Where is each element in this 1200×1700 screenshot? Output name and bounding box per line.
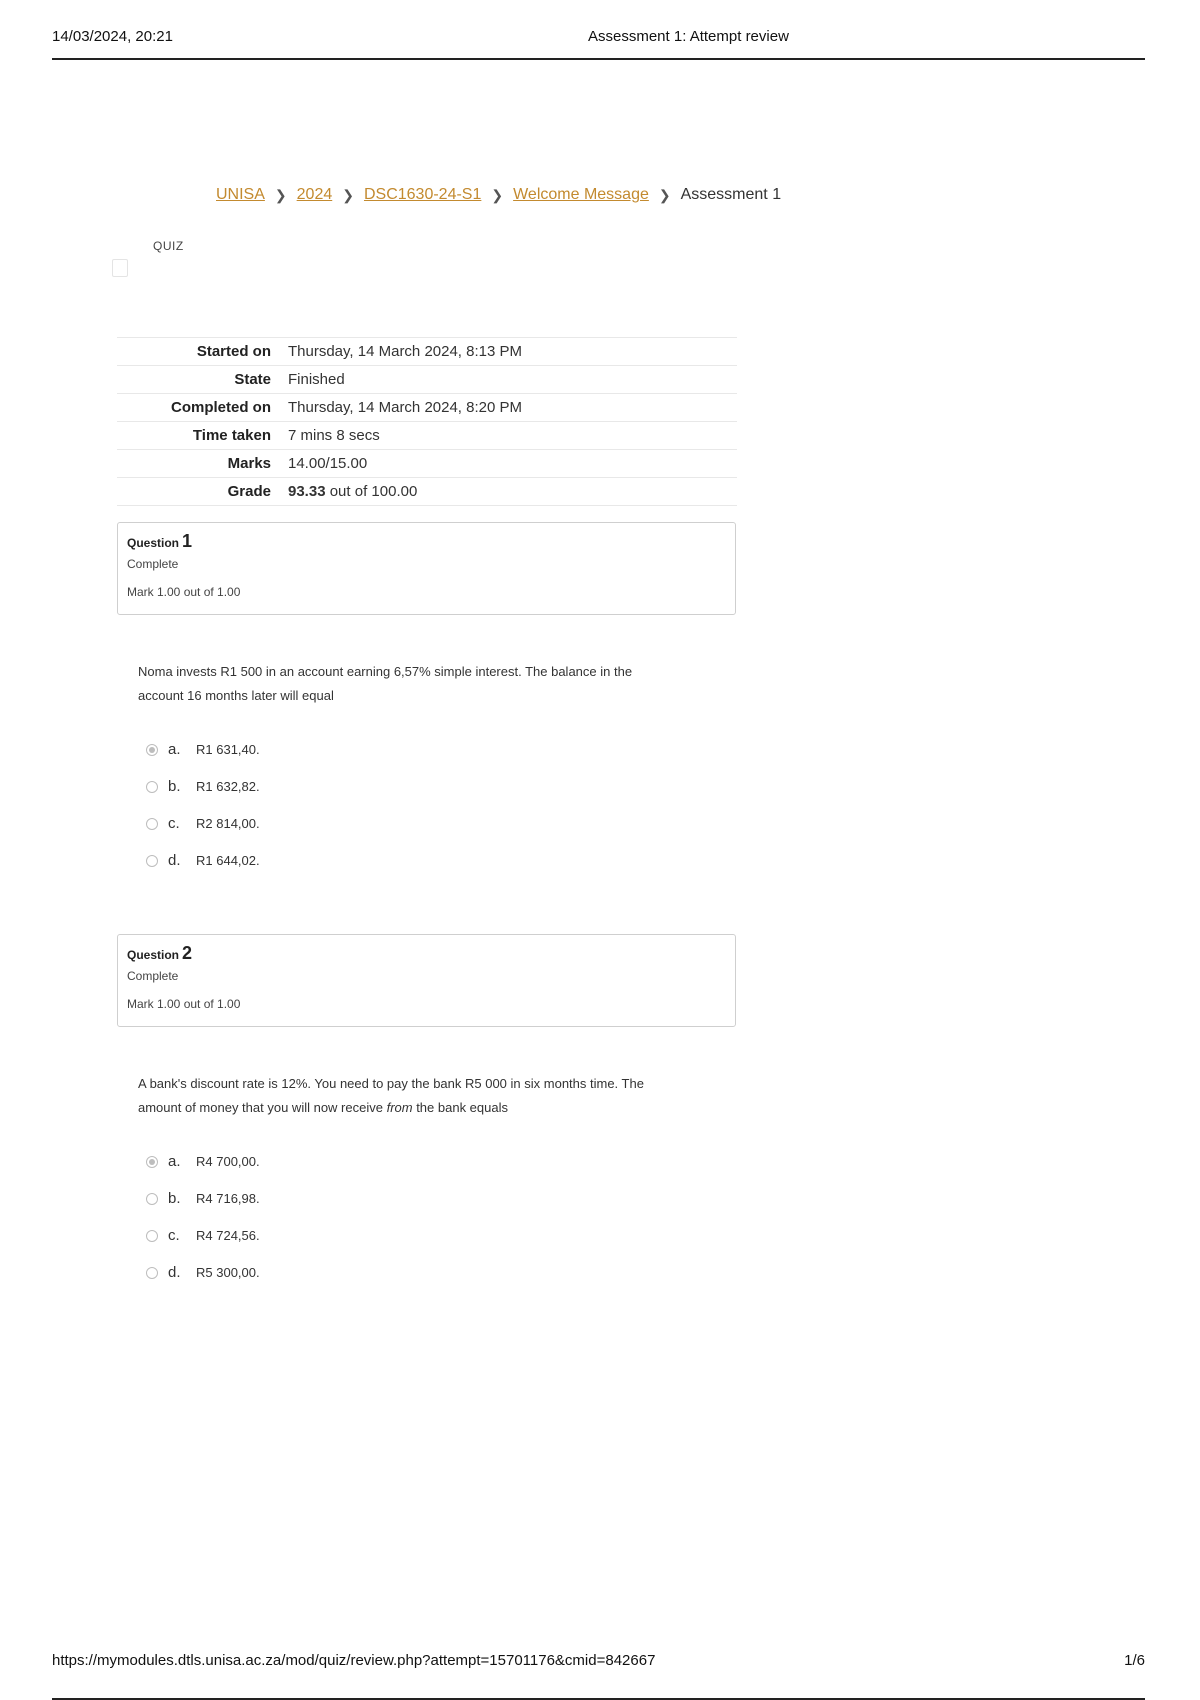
answer-letter: b. <box>168 778 181 795</box>
question-text-line: A bank's discount rate is 12%. You need to pay the bank R5 000 in six months time. The <box>138 1076 644 1091</box>
print-title: Assessment 1: Attempt review <box>588 28 789 45</box>
breadcrumb-link-year[interactable]: 2024 <box>296 186 333 203</box>
radio-selected-icon[interactable] <box>146 1156 158 1168</box>
print-url: https://mymodules.dtls.unisa.ac.za/mod/quiz/review.php?attempt=15701176&cmid=842667 <box>52 1652 656 1669</box>
question-number-value: 1 <box>182 531 193 551</box>
grade-score: 93.33 <box>288 483 326 500</box>
answer-text: R1 631,40. <box>196 742 260 757</box>
chevron-right-icon: ❯ <box>342 186 354 203</box>
answer-option[interactable] <box>146 1143 546 1180</box>
answer-letter: b. <box>168 1190 181 1207</box>
question-label: Question <box>127 948 180 962</box>
question-text-segment: the bank equals <box>412 1100 508 1115</box>
breadcrumb-link-module[interactable]: DSC1630-24-S1 <box>363 186 482 203</box>
answer-text: R4 700,00. <box>196 1154 260 1169</box>
summary-label: Completed on <box>171 399 271 416</box>
radio-icon[interactable] <box>146 781 158 793</box>
quiz-icon <box>112 259 128 277</box>
summary-row-time-taken <box>117 422 737 450</box>
summary-label: State <box>234 371 271 388</box>
chevron-right-icon: ❯ <box>274 186 287 203</box>
summary-label: Started on <box>196 343 271 360</box>
answer-option[interactable] <box>146 731 546 768</box>
question-text-line: account 16 months later will equal <box>138 688 334 703</box>
question-text-emphasis: from <box>386 1100 413 1115</box>
summary-row-completed <box>117 394 737 422</box>
summary-value: 7 mins 8 secs <box>288 427 380 444</box>
answer-option[interactable] <box>146 1180 546 1217</box>
question-text <box>138 1072 698 1120</box>
question-info-box <box>117 934 736 1027</box>
grade-suffix: out of 100.00 <box>325 483 418 500</box>
question-number-value: 2 <box>182 943 193 963</box>
print-date: 14/03/2024, 20:21 <box>52 28 173 45</box>
summary-label: Grade <box>227 483 271 500</box>
answer-letter: d. <box>168 1264 181 1281</box>
answer-text: R2 814,00. <box>196 816 260 831</box>
radio-icon[interactable] <box>146 1193 158 1205</box>
question-number <box>127 531 726 552</box>
answer-letter: c. <box>168 815 180 832</box>
attempt-summary-table <box>117 337 737 506</box>
question-label: Question <box>127 536 180 550</box>
breadcrumb <box>216 186 781 204</box>
question-text-segment: amount of money that you will now receive <box>138 1100 387 1115</box>
radio-icon[interactable] <box>146 1230 158 1242</box>
summary-row-state <box>117 366 737 394</box>
question-grade: Mark 1.00 out of 1.00 <box>127 997 241 1011</box>
answer-list <box>146 731 546 879</box>
answer-letter: c. <box>168 1227 180 1244</box>
answer-text: R4 716,98. <box>196 1191 260 1206</box>
question-grade: Mark 1.00 out of 1.00 <box>127 585 241 599</box>
radio-icon[interactable] <box>146 1267 158 1279</box>
answer-option[interactable] <box>146 1254 546 1291</box>
summary-value: Finished <box>288 371 345 388</box>
summary-label: Marks <box>227 455 271 472</box>
summary-value: Thursday, 14 March 2024, 8:20 PM <box>288 399 523 416</box>
answer-option[interactable] <box>146 805 546 842</box>
question-number <box>127 943 726 964</box>
question-text-line <box>138 1096 698 1120</box>
answer-list <box>146 1143 546 1291</box>
answer-letter: a. <box>168 1153 181 1170</box>
print-header <box>52 28 1145 60</box>
print-page-number: 1/6 <box>1124 1652 1145 1669</box>
answer-text: R5 300,00. <box>196 1265 260 1280</box>
radio-selected-icon[interactable] <box>146 744 158 756</box>
summary-row-grade <box>117 478 737 506</box>
summary-row-started <box>117 338 737 366</box>
answer-text: R1 644,02. <box>196 853 260 868</box>
breadcrumb-link-welcome[interactable]: Welcome Message <box>513 186 649 203</box>
breadcrumb-link-unisa[interactable]: UNISA <box>216 186 265 203</box>
radio-icon[interactable] <box>146 818 158 830</box>
chevron-right-icon: ❯ <box>658 186 671 203</box>
question-info-box <box>117 522 736 615</box>
question-text-line: Noma invests R1 500 in an account earning 6,57% simple interest. The balance in the <box>138 664 633 679</box>
answer-text: R1 632,82. <box>196 779 260 794</box>
question-state: Complete <box>127 969 179 983</box>
radio-icon[interactable] <box>146 855 158 867</box>
answer-text: R4 724,56. <box>196 1228 260 1243</box>
chevron-right-icon: ❯ <box>491 186 504 203</box>
summary-value <box>288 483 417 500</box>
answer-letter: a. <box>168 741 181 758</box>
summary-value: Thursday, 14 March 2024, 8:13 PM <box>288 343 523 360</box>
question-text <box>138 660 698 708</box>
activity-type-label: QUIZ <box>153 239 184 253</box>
summary-label: Time taken <box>192 427 271 444</box>
answer-option[interactable] <box>146 768 546 805</box>
answer-letter: d. <box>168 852 181 869</box>
breadcrumb-current: Assessment 1 <box>680 186 782 203</box>
summary-row-marks <box>117 450 737 478</box>
answer-option[interactable] <box>146 1217 546 1254</box>
summary-value: 14.00/15.00 <box>288 455 368 472</box>
question-state: Complete <box>127 557 179 571</box>
print-footer <box>52 1652 1145 1700</box>
answer-option[interactable] <box>146 842 546 879</box>
